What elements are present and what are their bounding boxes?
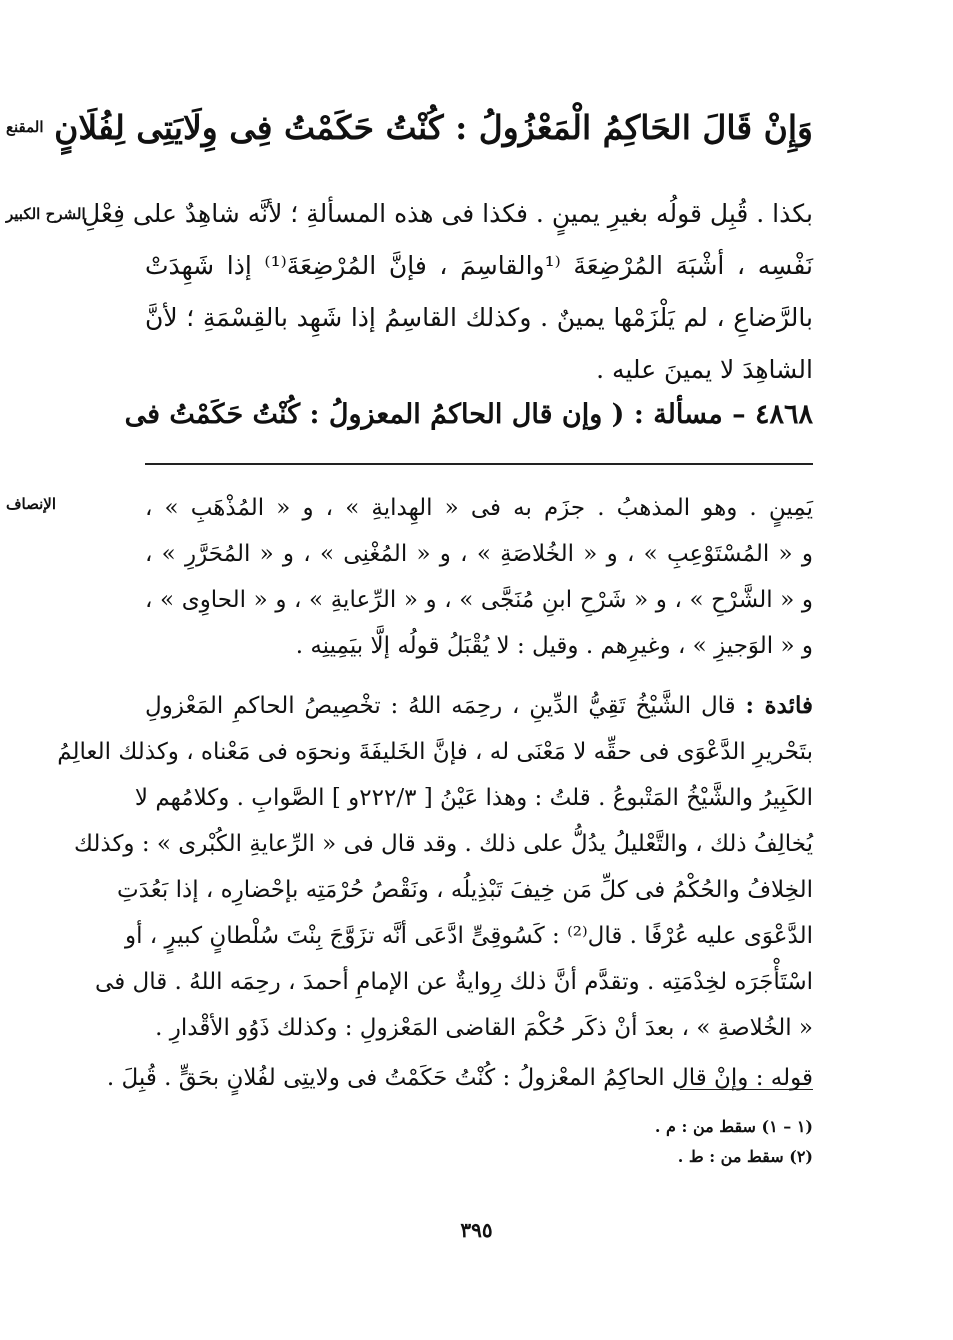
- insaf-line: الدَّعْوَى عليه عُرْفًا . قال⁽²⁾ : كَسُوقِىٍّ ادَّعَى أنَّه تزَوَّجَ بِنْتَ سُلْطانٍ كبيرٍ ، أو: [124, 923, 813, 949]
- matn-label: المقنع: [6, 118, 44, 136]
- footnote-1: (١ – ١) سقط من : م .: [654, 1117, 813, 1136]
- sharh-label: الشرح الكبير: [6, 205, 86, 223]
- footnote-2: (٢) سقط من : ط .: [677, 1147, 813, 1166]
- sharh-line: بالرَّضاعِ ، لم يَلْزَمْها يمينٌ . وكذلك القاسِمُ إذا شَهِد بالقِسْمَةِ ؛ لأنَّ: [145, 303, 813, 332]
- section-divider: [145, 463, 813, 465]
- insaf-line: و « الوَجيزِ » ، وغيرِهم . وقيل : لا يُقْبَلُ قولُه إلَّا بيَمِينِه .: [295, 633, 813, 659]
- insaf-line: الكَبِيرُ والشَّيْخُ المَتْبوعُ . قلتُ : وهذا عَيْنُ [ ٢٢٢/٣و ] الصَّوابِ . وكلامُهم لا: [134, 785, 813, 811]
- matn-text: وَإِنْ قَالَ الحَاكِمُ الْمَعْزُولُ : كُنْتُ حَكَمْتُ فِى وِلَايَتِى لِفُلَانٍ: [54, 107, 813, 147]
- sharh-line: بكذا . قُبِل قولُه بغيرِ يمينٍ . فكذا فى هذه المسألةِ ؛ لأنَّه شاهِدٌ على فِعْلِ: [82, 199, 813, 228]
- matn-text-block: [54, 92, 813, 162]
- sharh-line: نَفْسِه ، أشْبَهَ المُرْضِعَةَ ⁽¹والقاسِمَ ، فإنَّ المُرْضِعَةَ⁽¹⁾ إذا شَهِدَتْ: [145, 251, 814, 280]
- footnote-divider: [680, 1089, 813, 1090]
- insaf-label: الإنصاف: [6, 495, 57, 513]
- insaf-line: و « الشَّرْحِ » ، و « شَرْحِ ابنِ مُنَجَّى » ، و « الرِّعايةِ » ، و « الحاوِى » ،: [145, 587, 813, 613]
- sharh-text-block: [82, 188, 814, 396]
- insaf-line: « الخُلاصةِ » ، بعدَ أنْ ذكَر حُكْمَ القاضى المَعْزولِ : وكذلك ذَوُو الأقْدارِ .: [155, 1015, 813, 1041]
- page-number: ٣٩٥: [460, 1218, 493, 1242]
- fayida-label: فائدة :: [745, 692, 814, 719]
- masala-heading-block: [124, 394, 813, 436]
- fayida-first-text: قال الشَّيْخُ تَقِيُّ الدِّينِ ، رحِمَه اللهُ : تخْصِيصُ الحاكمِ المَعْزولِ: [145, 693, 746, 719]
- insaf-qawluh-line: قوله : وإنْ قال الحاكِمُ المعْزولُ : كُنْتُ حَكَمْتُ فى ولايتِى لفُلانٍ بحَقٍّ . قُبِلَ .: [106, 1065, 813, 1091]
- insaf-line: يَمِينٍ . وهو المذهبُ . جزَم به فى « الهِدايةِ » ، و « المُذْهَبِ » ،: [145, 495, 813, 521]
- insaf-line: يُخالِفُ ذلك ، والتَّعْليلُ يدُلُّ على ذلك . وقد قال فى « الرِّعايةِ الكُبْرى » : وكذلك: [73, 831, 813, 857]
- masala-heading: ٤٨٦٨ – مسألة : ( وإن قال الحاكمُ المعزولُ : كُنْتُ حَكَمْتُ فى: [124, 399, 813, 430]
- insaf-text-block: [57, 485, 814, 1101]
- insaf-line: و « المُسْتَوْعِبِ » ، و « الخُلاصَةِ » ، و « المُغْنِى » ، و « المُحَرَّرِ » ،: [145, 541, 813, 567]
- insaf-line: الخِلافُ والحُكْمُ فى كلِّ مَن خِيفَ تَبْذِيلُه ، ونَقْصُ حُرْمَتِه بإحْضارِه ، إذا بَعُدَتِ: [117, 877, 813, 903]
- insaf-fayida-line: [145, 683, 813, 729]
- sharh-line: الشاهِدَ لا يمينَ عليه .: [596, 355, 813, 384]
- insaf-line: اسْتَأْجَرَه لخِدْمَتِه . وتقدَّم أنَّ ذلك رِوايةٌ عن الإمامِ أحمدَ ، رحِمَه اللهُ . قال فى: [95, 969, 813, 995]
- footnotes: [655, 1112, 813, 1172]
- insaf-line: بتَحْريرِ الدَّعْوَى فى حقِّه لا مَعْنَى له ، فإنَّ الخَليفَةَ ونحوَه فى مَعْناه ، وكذلك العالِمُ: [57, 739, 813, 765]
